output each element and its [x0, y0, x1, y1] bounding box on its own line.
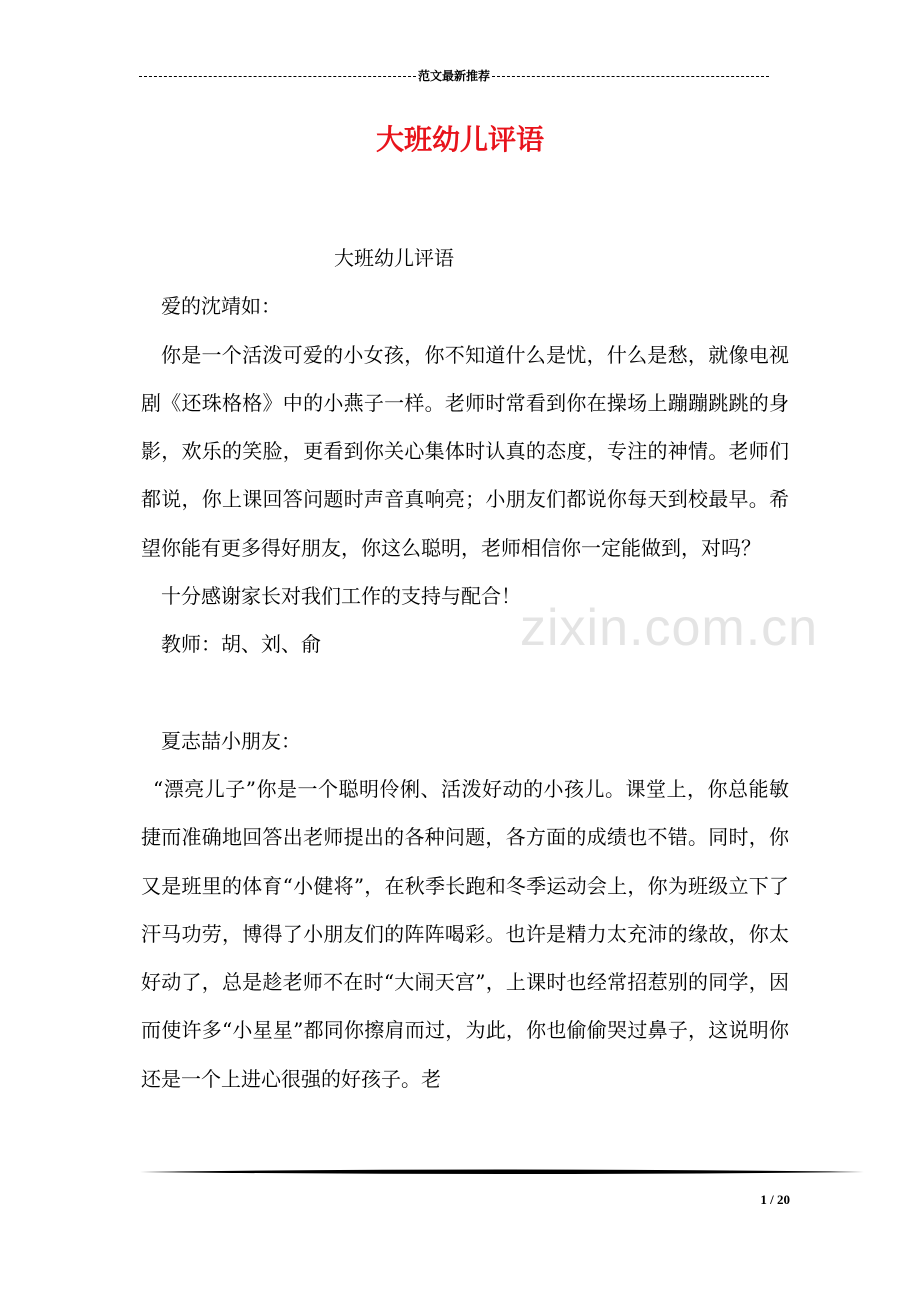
document-subtitle: 大班幼儿评语: [334, 246, 454, 270]
header-dash-right: [492, 76, 769, 77]
salutation-2: 夏志喆小朋友：: [161, 728, 301, 753]
thanks-line: 十分感谢家长对我们工作的支持与配合！: [161, 584, 521, 609]
paragraph-1: 你是一个活泼可爱的小女孩，你不知道什么是忧，什么是愁，就像电视剧《还珠格格》中的小燕子一样。老师时常看到你在操场上蹦蹦跳跳的身影，欢乐的笑脸，更看到你关心集体时认真的态度，专注的神情。老师们都说，你上课回答问题时声音真响亮；小朋友们都说你每天到校最早。希望你能有更多得好朋友，你这么聪明，老师相信你一定能做到，对吗？: [141, 342, 789, 560]
document-body: [141, 234, 789, 1103]
header-label: 范文最新推荐: [418, 69, 491, 83]
header-dash-left: [139, 76, 416, 77]
salutation-1: 爱的沈靖如：: [161, 294, 281, 319]
page-number: 1 / 20: [760, 1192, 790, 1207]
footer-rule: [140, 1166, 864, 1178]
header-rule: [139, 68, 769, 84]
section-gap: [141, 669, 789, 717]
document-title: 大班幼儿评语: [375, 123, 544, 156]
paragraph-2: “漂亮儿子”你是一个聪明伶俐、活泼好动的小孩儿。课堂上，你总能敏捷而准确地回答出老师提出的各种问题，各方面的成绩也不错。同时，你又是班里的体育“小健将”，在秋季长跑和冬季运动会上，你为班级立下了汗马功劳，博得了小朋友们的阵阵喝彩。也许是精力太充沛的缘故，你太好动了，总是趁老师不在时“大闹天宫”，上课时也经常招惹别的同学，因而使许多“小星星”都同你擦肩而过，为此，你也偷偷哭过鼻子，这说明你还是一个上进心很强的好孩子。老: [141, 776, 789, 1091]
watermark: zixin.com.cn: [520, 599, 819, 657]
teachers-line: 教师：胡、刘、俞: [161, 632, 321, 657]
